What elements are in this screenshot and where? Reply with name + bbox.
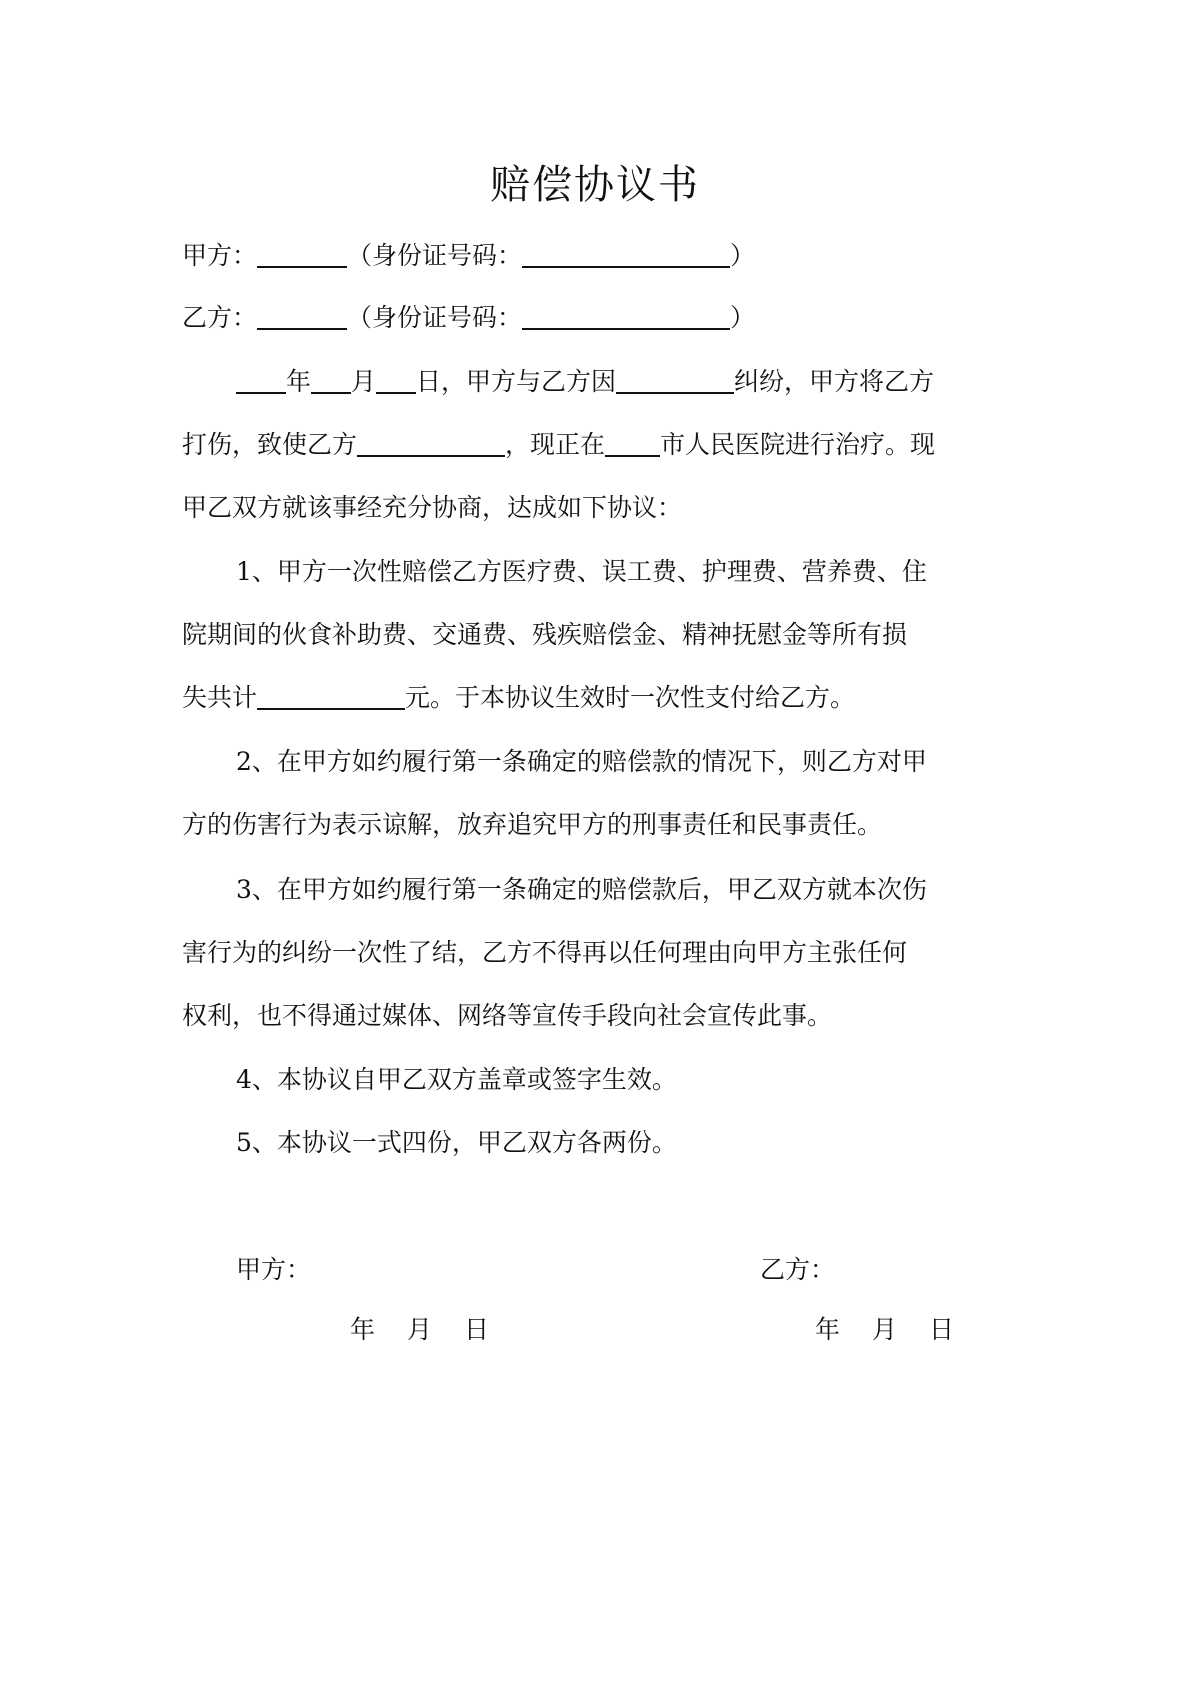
date-a-year: 年 (350, 1315, 376, 1344)
clause-5: 5、本协议一式四份，甲乙双方各两份。 (236, 1128, 677, 1157)
clause-2-line-1: 2、在甲方如约履行第一条确定的赔偿款的情况下，则乙方对甲 (236, 747, 927, 776)
date-a-month: 月 (407, 1315, 433, 1344)
party-a-line (182, 236, 1022, 276)
date-b-year: 年 (815, 1315, 841, 1344)
signature-date-b (815, 1310, 986, 1350)
intro-line-3: 甲乙双方就该事经充分协商，达成如下协议： (182, 493, 683, 522)
party-b-id-close: ） (730, 303, 756, 332)
document-title: 赔偿协议书 (490, 162, 700, 208)
party-a-label: 甲方： (182, 241, 258, 270)
clause-3-line-1: 3、在甲方如约履行第一条确定的赔偿款后，甲乙双方就本次伤 (236, 875, 927, 904)
intro-hospital: 市人民医院进行治疗。现 (660, 430, 936, 459)
party-b-label: 乙方： (182, 303, 258, 332)
date-a-day: 日 (464, 1315, 490, 1344)
intro-year: 年 (286, 367, 312, 396)
intro-now-at: ，现正在 (505, 430, 606, 459)
clause-2-line-2: 方的伤害行为表示谅解，放弃追究甲方的刑事责任和民事责任。 (182, 810, 883, 839)
city-blank[interactable] (605, 427, 660, 457)
intro-day-text: 日，甲方与乙方因 (416, 367, 617, 396)
intro-line-2 (182, 425, 1022, 465)
party-b-id-blank[interactable] (522, 300, 730, 330)
date-b-day: 日 (929, 1315, 955, 1344)
date-b-month: 月 (872, 1315, 898, 1344)
amount-blank[interactable] (257, 680, 405, 710)
day-blank[interactable] (376, 364, 416, 394)
intro-line-1 (236, 362, 1022, 402)
clause-1-total-text: 元。于本协议生效时一次性支付给乙方。 (405, 683, 856, 712)
clause-3-line-2: 害行为的纠纷一次性了结，乙方不得再以任何理由向甲方主张任何 (182, 938, 908, 967)
year-blank[interactable] (236, 364, 286, 394)
clause-1-line-2: 院期间的伙食补助费、交通费、残疾赔偿金、精神抚慰金等所有损 (182, 620, 908, 649)
intro-injured: 打伤，致使乙方 (182, 430, 358, 459)
clause-4: 4、本协议自甲乙双方盖章或签字生效。 (236, 1065, 677, 1094)
clause-1-line-3 (182, 678, 1022, 718)
party-a-id-blank[interactable] (522, 238, 730, 268)
month-blank[interactable] (311, 364, 351, 394)
party-b-id-label: （身份证号码： (347, 303, 523, 332)
signature-party-a: 甲方： (236, 1255, 312, 1284)
intro-dispute: 纠纷，甲方将乙方 (734, 367, 935, 396)
injury-blank[interactable] (357, 427, 505, 457)
party-a-name-blank[interactable] (257, 238, 347, 268)
party-b-name-blank[interactable] (257, 300, 347, 330)
party-b-line (182, 298, 1022, 338)
clause-1-total-label: 失共计 (182, 683, 258, 712)
signature-date-a (350, 1310, 521, 1350)
signature-party-b: 乙方： (760, 1255, 836, 1284)
intro-month: 月 (351, 367, 377, 396)
party-a-id-label: （身份证号码： (347, 241, 523, 270)
clause-1-line-1: 1、甲方一次性赔偿乙方医疗费、误工费、护理费、营养费、住 (236, 557, 927, 586)
clause-3-line-3: 权利，也不得通过媒体、网络等宣传手段向社会宣传此事。 (182, 1001, 833, 1030)
dispute-blank[interactable] (616, 364, 734, 394)
party-a-id-close: ） (730, 241, 756, 270)
